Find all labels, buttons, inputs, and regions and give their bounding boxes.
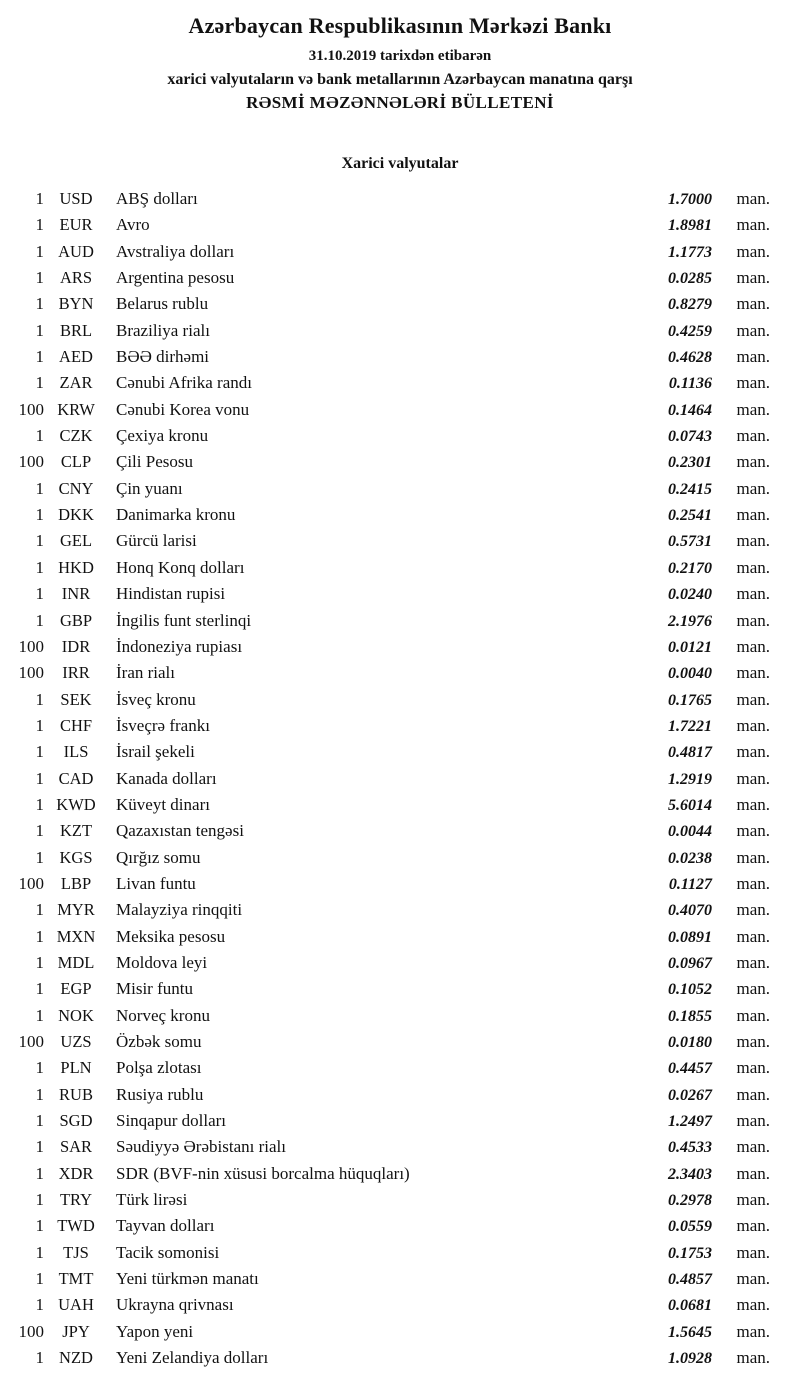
currency-name: Livan funtu <box>116 873 196 893</box>
unit-label: man. <box>736 1032 770 1051</box>
rate-value: 0.0681 <box>668 1297 712 1315</box>
quantity: 1 <box>35 1137 44 1157</box>
currency-code: CHF <box>59 715 93 735</box>
currency-code: RUB <box>59 1084 93 1104</box>
table-row <box>0 792 800 818</box>
unit-label: man. <box>736 584 770 604</box>
currency-name: Norveç kronu <box>116 1005 210 1025</box>
currency-code: TWD <box>57 1216 95 1236</box>
rate-value: 0.0967 <box>668 954 712 972</box>
unit-label: man. <box>736 979 770 999</box>
currency-name: Sinqapur dolları <box>116 1111 227 1131</box>
currency-code: GBP <box>59 610 93 630</box>
table-row <box>0 897 800 923</box>
currency-code: HKD <box>58 557 94 577</box>
rate-value: 0.0044 <box>668 823 712 841</box>
rate-value: 1.7221 <box>668 717 712 735</box>
currency-name: İran rialı <box>116 663 175 683</box>
currency-code: IRR <box>62 663 90 683</box>
rate-value: 0.0180 <box>668 1034 712 1051</box>
table-row <box>0 1213 800 1239</box>
rate-value: 0.2978 <box>668 1192 712 1210</box>
quantity: 1 <box>35 847 44 867</box>
rate-value: 0.1136 <box>668 375 712 393</box>
rate-value: 0.1855 <box>668 1007 712 1025</box>
rate-value: 0.1765 <box>668 691 712 709</box>
table-row <box>0 502 800 528</box>
table-row <box>0 608 800 634</box>
rate-value: 0.1753 <box>668 1244 712 1262</box>
unit-label: man. <box>736 873 770 893</box>
rate-value: 1.5645 <box>668 1323 712 1341</box>
currency-code: LBP <box>60 873 92 893</box>
currency-code: NOK <box>58 1005 94 1025</box>
unit-label: man. <box>736 900 770 920</box>
unit-label: man. <box>736 557 770 577</box>
quantity: 1 <box>35 426 44 446</box>
unit-label: man. <box>736 663 770 683</box>
unit-label: man. <box>736 347 770 367</box>
table-row <box>0 1134 800 1160</box>
quantity: 1 <box>35 821 44 841</box>
table-row <box>0 449 800 475</box>
table-row <box>0 265 800 291</box>
quantity: 100 <box>18 399 44 419</box>
quantity: 1 <box>35 1242 44 1262</box>
unit-label: man. <box>736 926 770 946</box>
rate-value: 1.1773 <box>668 243 712 261</box>
quantity: 1 <box>35 952 44 972</box>
table-row <box>0 1266 800 1292</box>
table-row <box>0 1292 800 1318</box>
quantity: 1 <box>35 1190 44 1210</box>
currency-code: SAR <box>59 1137 93 1157</box>
currency-name: Polşa zlotası <box>116 1058 202 1078</box>
currency-name: Çili Pesosu <box>116 452 193 472</box>
unit-label: man. <box>736 478 770 498</box>
currency-name: Hindistan rupisi <box>116 584 226 604</box>
unit-label: man. <box>736 1295 770 1315</box>
effective-date: 31.10.2019 tarixdən etibarən <box>308 48 492 64</box>
currency-code: ILS <box>63 742 89 762</box>
rate-value: 0.0559 <box>668 1218 712 1236</box>
quantity: 1 <box>35 900 44 920</box>
quantity: 1 <box>35 505 44 525</box>
unit-label: man. <box>736 742 770 762</box>
currency-name: Çexiya kronu <box>116 426 209 446</box>
currency-name: Qırğız somu <box>116 847 201 867</box>
unit-label: man. <box>736 1216 770 1236</box>
table-row <box>0 397 800 423</box>
rate-value: 0.4457 <box>668 1060 712 1078</box>
table-row <box>0 1187 800 1213</box>
unit-label: man. <box>736 847 770 867</box>
subject-line: xarici valyutaların və bank metallarının Azərbaycan manatına qarşı <box>167 71 633 88</box>
unit-label: man. <box>736 1058 770 1078</box>
quantity: 1 <box>35 689 44 709</box>
table-row <box>0 1055 800 1081</box>
currency-name: Gürcü larisi <box>116 531 197 551</box>
rate-value: 2.1976 <box>668 612 712 630</box>
currency-code: TMT <box>58 1269 94 1289</box>
currency-name: Türk lirəsi <box>116 1190 188 1210</box>
quantity: 1 <box>35 610 44 630</box>
quantity: 1 <box>35 768 44 788</box>
quantity: 100 <box>18 636 44 656</box>
currency-code: UAH <box>58 1295 94 1315</box>
currency-code: USD <box>59 189 93 208</box>
table-row <box>0 1240 800 1266</box>
quantity: 1 <box>35 215 44 235</box>
unit-label: man. <box>736 1005 770 1025</box>
quantity: 1 <box>35 1084 44 1104</box>
table-row <box>0 1108 800 1134</box>
table-row <box>0 1319 800 1345</box>
currency-code: GEL <box>59 531 93 551</box>
currency-code: AUD <box>58 241 94 261</box>
currency-name: Rusiya rublu <box>116 1084 204 1104</box>
unit-label: man. <box>736 715 770 735</box>
rate-value: 0.0040 <box>668 665 712 683</box>
quantity: 100 <box>18 1032 44 1051</box>
rate-value: 1.8981 <box>668 217 712 235</box>
currency-code: SGD <box>59 1111 93 1131</box>
unit-label: man. <box>736 452 770 472</box>
rate-value: 0.0891 <box>668 928 712 946</box>
quantity: 1 <box>35 531 44 551</box>
currency-code: KRW <box>57 399 95 419</box>
currency-code: CNY <box>58 478 94 498</box>
currency-name: Argentina pesosu <box>116 268 235 288</box>
currency-name: İngilis funt sterlinqi <box>116 610 252 630</box>
currency-name: Avro <box>116 215 150 235</box>
table-row <box>0 318 800 344</box>
currency-code: IDR <box>61 636 91 656</box>
currency-name: Danimarka kronu <box>116 505 236 525</box>
unit-label: man. <box>736 426 770 446</box>
currency-name: Ukrayna qrivnası <box>116 1295 234 1315</box>
quantity: 1 <box>35 979 44 999</box>
currency-code: KGS <box>59 847 93 867</box>
table-row <box>0 713 800 739</box>
table-row <box>0 634 800 660</box>
currency-name: Çin yuanı <box>116 478 183 498</box>
table-row <box>0 186 800 212</box>
table-row <box>0 766 800 792</box>
quantity: 1 <box>35 584 44 604</box>
table-row <box>0 370 800 396</box>
unit-label: man. <box>736 320 770 340</box>
table-row <box>0 528 800 554</box>
table-row <box>0 950 800 976</box>
rate-value: 0.1127 <box>668 875 712 893</box>
quantity: 1 <box>35 241 44 261</box>
rate-value: 0.0240 <box>668 586 712 604</box>
quantity: 1 <box>35 1163 44 1183</box>
currency-name: Kanada dolları <box>116 768 217 788</box>
currency-code: INR <box>61 584 91 604</box>
rate-value: 0.4259 <box>668 322 712 340</box>
currency-name: Belarus rublu <box>116 294 209 314</box>
quantity: 1 <box>35 189 44 208</box>
quantity: 1 <box>35 794 44 814</box>
bulletin-title: RƏSMİ MƏZƏNNƏLƏRİ BÜLLETENİ <box>246 93 554 112</box>
quantity: 1 <box>35 1005 44 1025</box>
table-row <box>0 1003 800 1029</box>
currency-code: SEK <box>60 689 92 709</box>
document-header <box>0 13 800 113</box>
rate-value: 0.2170 <box>668 559 712 577</box>
table-row <box>0 555 800 581</box>
unit-label: man. <box>736 241 770 261</box>
unit-label: man. <box>736 1242 770 1262</box>
unit-label: man. <box>736 1163 770 1183</box>
table-row <box>0 212 800 238</box>
rates-table <box>0 186 800 1371</box>
rate-value: 0.0285 <box>668 270 712 288</box>
rate-value: 0.4628 <box>668 349 712 367</box>
table-row <box>0 739 800 765</box>
currency-name: Cənubi Korea vonu <box>116 399 250 419</box>
currency-name: Yeni türkmən manatı <box>116 1269 259 1289</box>
table-row <box>0 291 800 317</box>
currency-name: SDR (BVF-nin xüsusi borcalma hüquqları) <box>116 1163 410 1183</box>
quantity: 1 <box>35 1295 44 1315</box>
currency-name: Tayvan dolları <box>116 1216 215 1236</box>
currency-code: TJS <box>63 1242 89 1262</box>
currency-name: İsveçrə frankı <box>116 715 210 735</box>
rate-value: 0.0267 <box>668 1086 712 1104</box>
quantity: 1 <box>35 1269 44 1289</box>
currency-name: İndoneziya rupiası <box>116 636 243 656</box>
table-row <box>0 423 800 449</box>
table-row <box>0 1082 800 1108</box>
rate-value: 0.4533 <box>668 1139 712 1157</box>
currency-name: Misir funtu <box>116 979 193 999</box>
rate-value: 0.4070 <box>668 902 712 920</box>
quantity: 1 <box>35 926 44 946</box>
quantity: 1 <box>35 1348 44 1368</box>
rate-value: 1.2919 <box>668 770 712 788</box>
quantity: 100 <box>18 663 44 683</box>
rate-value: 1.0928 <box>668 1350 712 1368</box>
unit-label: man. <box>736 505 770 525</box>
quantity: 1 <box>35 1216 44 1236</box>
currency-name: Səudiyyə Ərəbistanı rialı <box>116 1137 286 1157</box>
unit-label: man. <box>736 768 770 788</box>
rate-value: 0.8279 <box>668 296 712 314</box>
currency-name: Yeni Zelandiya dolları <box>116 1348 269 1368</box>
currency-code: BYN <box>58 294 94 314</box>
table-row <box>0 344 800 370</box>
unit-label: man. <box>736 373 770 393</box>
currency-code: CAD <box>58 768 94 788</box>
unit-label: man. <box>736 636 770 656</box>
currency-name: Braziliya rialı <box>116 320 210 340</box>
rate-value: 0.1052 <box>668 981 712 999</box>
currency-name: Meksika pesosu <box>116 926 226 946</box>
currency-code: JPY <box>62 1321 90 1341</box>
currency-code: XDR <box>58 1163 94 1183</box>
unit-label: man. <box>736 1137 770 1157</box>
rate-value: 1.2497 <box>668 1113 712 1131</box>
currency-code: AED <box>59 347 93 367</box>
unit-label: man. <box>736 689 770 709</box>
rate-value: 0.0121 <box>668 638 712 656</box>
unit-label: man. <box>736 952 770 972</box>
table-row <box>0 924 800 950</box>
quantity: 1 <box>35 557 44 577</box>
table-row <box>0 818 800 844</box>
quantity: 100 <box>18 1321 44 1341</box>
unit-label: man. <box>736 1190 770 1210</box>
rate-value: 0.4857 <box>668 1271 712 1289</box>
unit-label: man. <box>736 1321 770 1341</box>
currency-code: EUR <box>59 215 93 235</box>
currency-code: ZAR <box>59 373 93 393</box>
currency-code: UZS <box>60 1032 92 1051</box>
currency-name: BƏƏ dirhəmi <box>116 347 210 367</box>
currency-name: Avstraliya dolları <box>116 241 235 261</box>
currency-code: TRY <box>59 1190 93 1210</box>
rate-value: 0.5731 <box>668 533 712 551</box>
unit-label: man. <box>736 1269 770 1289</box>
quantity: 100 <box>18 873 44 893</box>
quantity: 1 <box>35 1058 44 1078</box>
rate-value: 5.6014 <box>668 796 712 814</box>
table-row <box>0 239 800 265</box>
unit-label: man. <box>736 821 770 841</box>
rate-value: 0.0238 <box>668 849 712 867</box>
table-row <box>0 687 800 713</box>
rate-value: 2.3403 <box>668 1165 712 1183</box>
currency-name: Qazaxıstan tengəsi <box>116 821 244 841</box>
unit-label: man. <box>736 1111 770 1131</box>
currency-name: Tacik somonisi <box>116 1242 220 1262</box>
currency-code: CLP <box>60 452 92 472</box>
quantity: 100 <box>18 452 44 472</box>
table-row <box>0 976 800 1002</box>
currency-code: ARS <box>59 268 93 288</box>
unit-label: man. <box>736 268 770 288</box>
unit-label: man. <box>736 215 770 235</box>
quantity: 1 <box>35 715 44 735</box>
currency-name: Yapon yeni <box>116 1321 194 1341</box>
currency-code: PLN <box>60 1058 92 1078</box>
currency-name: Honq Konq dolları <box>116 557 245 577</box>
quantity: 1 <box>35 268 44 288</box>
unit-label: man. <box>736 1348 770 1368</box>
rate-value: 1.7000 <box>668 191 712 208</box>
quantity: 1 <box>35 478 44 498</box>
currency-name: Küveyt dinarı <box>116 794 210 814</box>
currency-code: KZT <box>59 821 93 841</box>
quantity: 1 <box>35 347 44 367</box>
quantity: 1 <box>35 742 44 762</box>
rate-value: 0.1464 <box>668 401 712 419</box>
table-row <box>0 1345 800 1371</box>
table-row <box>0 845 800 871</box>
unit-label: man. <box>736 794 770 814</box>
currency-name: Malayziya rinqqiti <box>116 900 243 920</box>
rate-value: 0.2541 <box>668 507 712 525</box>
unit-label: man. <box>736 294 770 314</box>
table-row <box>0 660 800 686</box>
unit-label: man. <box>736 610 770 630</box>
table-row <box>0 476 800 502</box>
currency-code: MDL <box>57 952 95 972</box>
currency-name: ABŞ dolları <box>116 189 198 208</box>
currency-code: NZD <box>59 1348 93 1368</box>
currency-code: EGP <box>60 979 92 999</box>
table-row <box>0 1029 800 1055</box>
section-title: Xarici valyutalar <box>341 155 459 172</box>
currency-name: Cənubi Afrika randı <box>116 373 252 393</box>
currency-code: CZK <box>59 426 93 446</box>
currency-name: İsveç kronu <box>116 689 196 709</box>
quantity: 1 <box>35 1111 44 1131</box>
rate-value: 0.0743 <box>668 428 712 446</box>
currency-code: MYR <box>57 900 95 920</box>
currency-code: BRL <box>59 320 93 340</box>
quantity: 1 <box>35 373 44 393</box>
rate-value: 0.2415 <box>668 480 712 498</box>
rate-value: 0.2301 <box>668 454 712 472</box>
currency-name: İsrail şekeli <box>116 742 195 762</box>
table-row <box>0 581 800 607</box>
currency-name: Moldova leyi <box>116 952 208 972</box>
unit-label: man. <box>736 189 770 208</box>
currency-code: MXN <box>56 926 96 946</box>
table-row <box>0 1161 800 1187</box>
currency-code: KWD <box>56 794 96 814</box>
currency-code: DKK <box>58 505 94 525</box>
rate-value: 0.4817 <box>668 744 712 762</box>
quantity: 1 <box>35 294 44 314</box>
table-row <box>0 871 800 897</box>
unit-label: man. <box>736 399 770 419</box>
unit-label: man. <box>736 531 770 551</box>
unit-label: man. <box>736 1084 770 1104</box>
quantity: 1 <box>35 320 44 340</box>
bank-name: Azərbaycan Respublikasının Mərkəzi Bankı <box>188 13 612 38</box>
currency-name: Özbək somu <box>116 1032 202 1051</box>
